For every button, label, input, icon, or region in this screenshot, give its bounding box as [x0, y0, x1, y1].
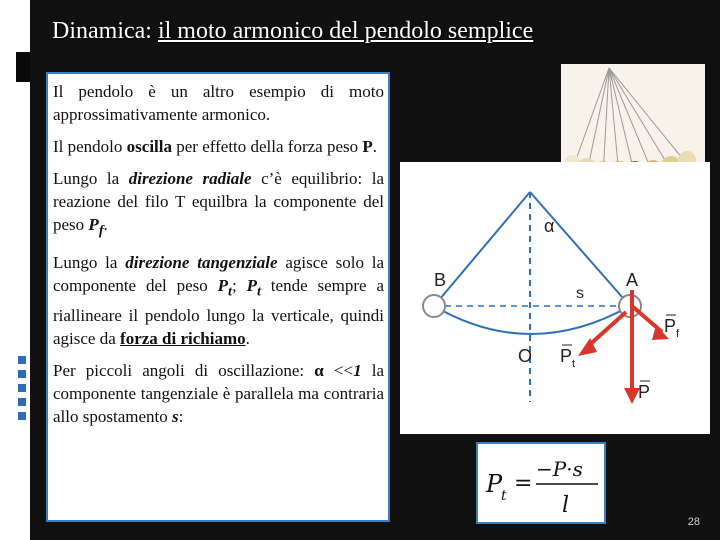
label-s: s [576, 285, 584, 302]
symbol: P [217, 276, 229, 296]
decorative-square [16, 52, 30, 82]
emphasis: direzione radiale [128, 169, 252, 188]
text: . [372, 137, 378, 156]
bold-symbol: P [362, 137, 373, 156]
text: . [245, 328, 250, 348]
text-box [46, 72, 390, 522]
bold-word: oscilla [126, 137, 172, 156]
formula-numerator: −P·s [536, 457, 583, 481]
formula-lhs-sub: t [501, 488, 507, 504]
label-A: A [626, 270, 639, 290]
label-O: O [518, 346, 533, 366]
symbol: P [246, 276, 257, 296]
title-prefix: Dinamica: [52, 18, 158, 44]
text: Lungo la [53, 169, 129, 188]
decorative-bullets [18, 356, 26, 426]
text: Il pendolo [53, 137, 127, 156]
symbol: P [88, 215, 99, 234]
emphasis: direzione tangenziale [125, 253, 278, 273]
slide-title [52, 18, 533, 45]
underlined-term: forza di richiamo [120, 328, 246, 348]
text: . [103, 215, 108, 234]
text: Per piccoli angoli di oscillazione: [53, 360, 315, 380]
symbol: 1 [353, 360, 362, 380]
label-alpha: α [544, 216, 555, 236]
title-underlined: il moto armonico del pendolo semplice [157, 18, 534, 44]
alpha-symbol: α [314, 360, 324, 380]
label-Pt: P [560, 346, 573, 366]
arc-path [434, 306, 630, 334]
label-B: B [434, 270, 447, 290]
bob-left [423, 295, 445, 317]
formula-box [476, 442, 606, 524]
text: c’è equilibrio: la reazione del filo T equilbra la componente del peso [53, 169, 384, 234]
text: << [323, 360, 354, 380]
paragraph-2 [53, 135, 384, 158]
text: agisce solo la componente del peso [53, 253, 384, 296]
text: Lungo la [53, 253, 126, 273]
page-number: 28 [687, 516, 700, 528]
pendulum-diagram [400, 162, 710, 434]
paragraph-4 [53, 251, 384, 349]
symbol: s [171, 406, 179, 426]
text: ; [231, 276, 247, 296]
string-left [434, 192, 530, 306]
text: : [178, 406, 184, 426]
paragraph-5 [53, 359, 384, 428]
formula-equals: = [514, 471, 533, 496]
formula-denominator: l [562, 493, 570, 518]
label-Pf-sub: f [676, 328, 680, 340]
text: la componente tangenziale è parallela ma contraria allo spostamento [53, 360, 384, 426]
label-Pt-sub: t [572, 358, 576, 370]
subscript: f [98, 222, 104, 239]
label-Pf: P [664, 316, 677, 336]
text: per effetto della forza peso [172, 137, 363, 156]
subscript: t [228, 283, 232, 300]
label-P: P [638, 382, 651, 402]
formula-lhs: P [486, 470, 503, 498]
paragraph-1: Il pendolo è un altro esempio di moto approssimativamente armonico. [53, 82, 384, 124]
subscript: t [256, 283, 261, 300]
text: tende sempre a riallineare il pendolo lungo la verticale, quindi agisce da [53, 276, 385, 348]
paragraph-3 [53, 167, 384, 242]
